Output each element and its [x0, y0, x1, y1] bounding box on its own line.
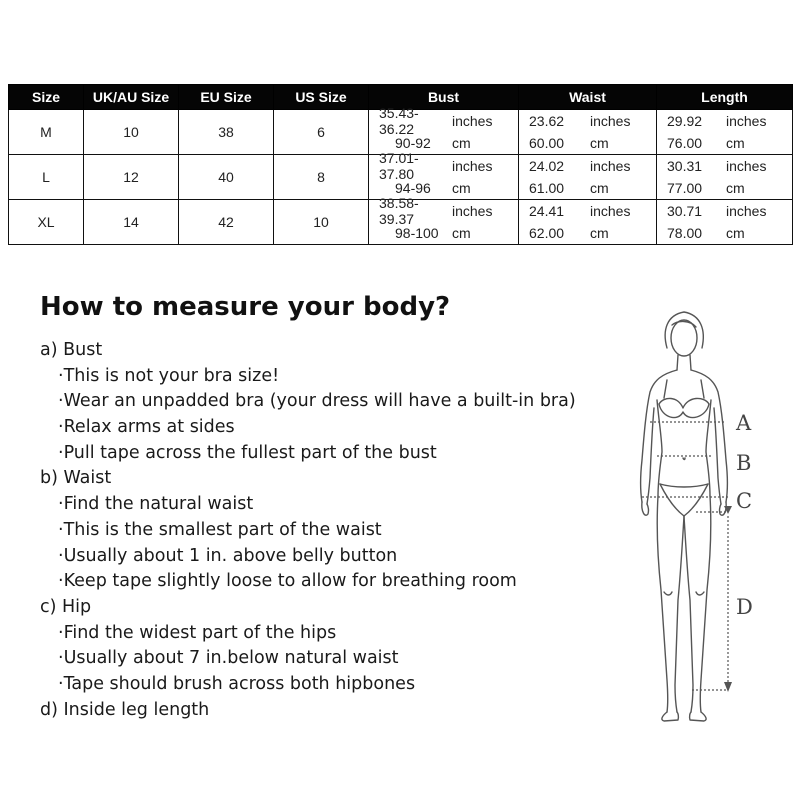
- guide-tip: ·This is the smallest part of the waist: [58, 519, 382, 540]
- table-row: [9, 155, 793, 200]
- waist-inches-value: 24.02: [529, 158, 565, 174]
- guide-tip: ·Wear an unpadded bra (your dress will have a built-in bra): [58, 391, 576, 412]
- unit-inches: inches: [452, 158, 493, 174]
- waist-cm-value: 62.00: [529, 225, 565, 241]
- header-uk-au-size: UK/AU Size: [84, 85, 179, 110]
- guide-tip: ·Keep tape slightly loose to allow for breathing room: [58, 571, 517, 592]
- unit-cm: cm: [452, 135, 471, 151]
- unit-inches: inches: [726, 203, 767, 219]
- guide-tip: ·This is not your bra size!: [58, 365, 280, 386]
- body-outline: [641, 312, 728, 721]
- waist-cm-value: 60.00: [529, 135, 565, 151]
- guide-tip: ·Find the widest part of the hips: [58, 622, 337, 643]
- length-cm-value: 78.00: [667, 225, 703, 241]
- cell-uk-au: 12: [84, 155, 179, 200]
- guide-tip: ·Tape should brush across both hipbones: [58, 673, 416, 694]
- cell-length: [657, 155, 793, 200]
- size-chart-table: [8, 84, 793, 245]
- guide-tip: ·Find the natural waist: [58, 494, 254, 515]
- unit-inches: inches: [452, 203, 493, 219]
- header-eu-size: EU Size: [179, 85, 274, 110]
- label-d: D: [736, 595, 753, 619]
- cell-us: 10: [274, 200, 369, 245]
- guide-tip: ·Relax arms at sides: [58, 417, 235, 438]
- length-cm-value: 77.00: [667, 180, 703, 196]
- unit-inches: inches: [590, 113, 631, 129]
- body-measurement-figure: [612, 300, 772, 730]
- unit-cm: cm: [726, 180, 745, 196]
- label-c: C: [736, 489, 753, 513]
- bust-cm-value: 98-100: [395, 225, 439, 241]
- measurement-labels: [735, 411, 753, 619]
- header-waist: Waist: [519, 85, 657, 110]
- header-length: Length: [657, 85, 793, 110]
- guide-tip: ·Usually about 7 in.below natural waist: [58, 648, 399, 669]
- cell-eu: 42: [179, 200, 274, 245]
- guide-heading-hip: c) Hip: [40, 596, 92, 617]
- body-outline-illustration: [612, 300, 772, 730]
- unit-inches: inches: [726, 113, 767, 129]
- bust-inches-value: 38.58-39.37: [379, 195, 419, 227]
- guide-heading-bust: a) Bust: [40, 340, 103, 360]
- cell-size: M: [9, 110, 84, 155]
- bust-inches-value: 37.01-37.80: [379, 150, 419, 182]
- cell-us: 6: [274, 110, 369, 155]
- measuring-guide: [40, 338, 600, 723]
- unit-cm: cm: [590, 135, 609, 151]
- cell-waist: [519, 155, 657, 200]
- guide-heading-waist: b) Waist: [40, 468, 112, 489]
- guide-tip: ·Usually about 1 in. above belly button: [58, 545, 398, 566]
- guide-title: How to measure your body?: [40, 292, 451, 322]
- cell-eu: 40: [179, 155, 274, 200]
- label-a: A: [736, 411, 752, 435]
- unit-inches: inches: [452, 113, 493, 129]
- cell-eu: 38: [179, 110, 274, 155]
- length-inches-value: 30.71: [667, 203, 703, 219]
- measurement-lines: [642, 422, 728, 690]
- unit-cm: cm: [590, 225, 609, 241]
- cell-bust: [369, 195, 519, 245]
- length-inches-value: 30.31: [667, 158, 703, 174]
- bust-cm-value: 90-92: [395, 135, 431, 151]
- unit-cm: cm: [726, 225, 745, 241]
- unit-inches: inches: [726, 158, 767, 174]
- cell-us: 8: [274, 155, 369, 200]
- cell-length: [657, 110, 793, 155]
- cell-bust: [369, 105, 519, 155]
- header-size: Size: [9, 85, 84, 110]
- unit-cm: cm: [726, 135, 745, 151]
- label-b: B: [736, 451, 752, 475]
- unit-cm: cm: [452, 180, 471, 196]
- waist-inches-value: 23.62: [529, 113, 565, 129]
- unit-cm: cm: [590, 180, 609, 196]
- header-bust: Bust: [369, 85, 519, 110]
- table-row: [9, 200, 793, 245]
- cell-size: XL: [9, 200, 84, 245]
- cell-uk-au: 10: [84, 110, 179, 155]
- bust-cm-value: 94-96: [395, 180, 431, 196]
- unit-inches: inches: [590, 203, 631, 219]
- length-cm-value: 76.00: [667, 135, 703, 151]
- waist-inches-value: 24.41: [529, 203, 565, 219]
- unit-cm: cm: [452, 225, 471, 241]
- cell-waist: [519, 110, 657, 155]
- table-row: [9, 110, 793, 155]
- waist-cm-value: 61.00: [529, 180, 565, 196]
- cell-waist: [519, 200, 657, 245]
- header-us-size: US Size: [274, 85, 369, 110]
- cell-bust: [369, 150, 519, 200]
- bust-inches-value: 35.43-36.22: [379, 105, 419, 137]
- guide-heading-inside-leg: d) Inside leg length: [40, 699, 210, 720]
- cell-size: L: [9, 155, 84, 200]
- cell-uk-au: 14: [84, 200, 179, 245]
- cell-length: [657, 200, 793, 245]
- unit-inches: inches: [590, 158, 631, 174]
- length-inches-value: 29.92: [667, 113, 703, 129]
- guide-tip: ·Pull tape across the fullest part of the bust: [58, 442, 437, 463]
